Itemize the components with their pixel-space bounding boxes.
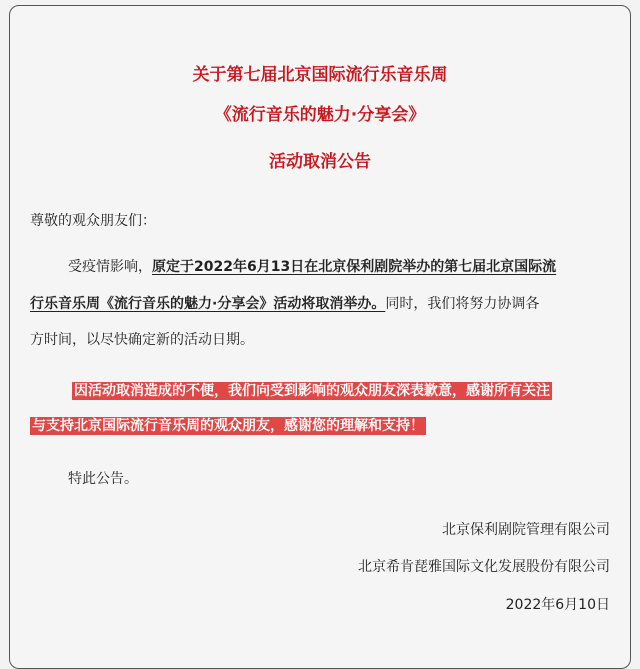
paragraph-2-line-1	[72, 380, 552, 400]
highlight-1: 因活动取消造成的不便，我们向受到影响的观众朋友深表歉意，感谢所有关注	[74, 383, 550, 399]
paragraph-1-line-1	[68, 256, 556, 276]
title-line-2: 《流行音乐的魅力·分享会》	[214, 105, 426, 125]
greeting: 尊敬的观众朋友们：	[30, 213, 156, 229]
p1-bold-1: 原定于2022年6月13日在北京保利剧院举办的第七届北京国际流	[152, 259, 557, 275]
highlight-2: 与支持北京国际流行音乐周的观众朋友，感谢您的理解和支持！	[32, 418, 424, 434]
paragraph-1-line-2	[30, 293, 539, 313]
p1-rest-1: 同时，我们将努力协调各	[385, 296, 540, 312]
p1-lead: 受疫情影响，	[68, 259, 152, 275]
signature-org-2: 北京希肯琵雅国际文化发展股份有限公司	[358, 559, 610, 575]
paragraph-1-line-3: 方时间，以尽快确定新的活动日期。	[30, 332, 254, 348]
p1-bold-2: 行乐音乐周《流行音乐的魅力·分享会》活动将取消举办。	[30, 296, 386, 312]
signature-org-1: 北京保利剧院管理有限公司	[442, 522, 610, 538]
title-line-1: 关于第七届北京国际流行乐音乐周	[192, 65, 448, 85]
signature-date: 2022年6月10日	[505, 597, 610, 613]
title-line-3: 活动取消公告	[269, 152, 371, 172]
closing: 特此公告。	[68, 471, 138, 487]
paragraph-2-line-2	[30, 415, 426, 435]
